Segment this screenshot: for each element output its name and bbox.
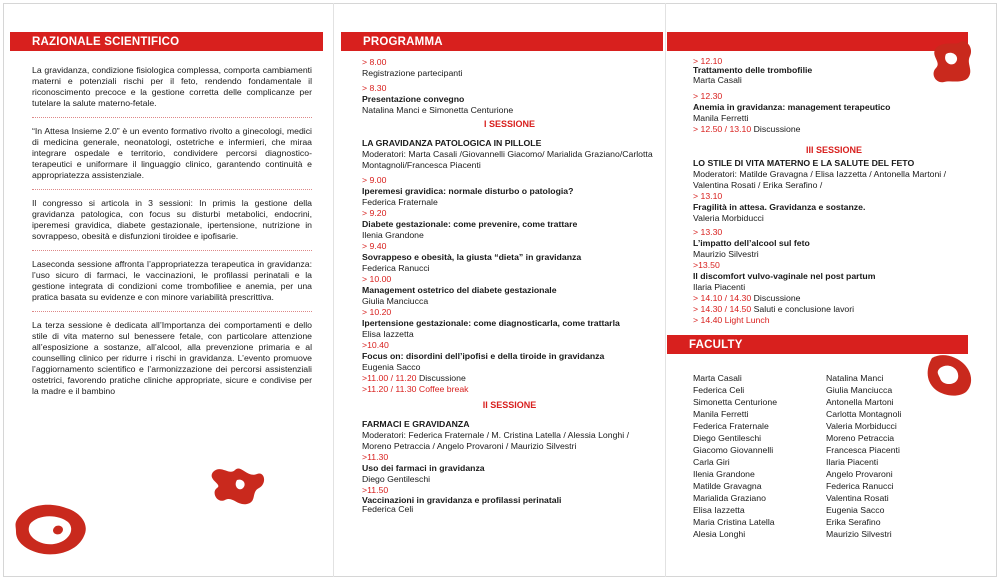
session-label: II SESSIONE [482, 400, 537, 410]
time-label: >11.50 [362, 485, 389, 495]
faculty-name: Federica Ranucci [826, 481, 894, 491]
session-label: III SESSIONE [805, 145, 863, 155]
time-label: > 10.00 [362, 274, 392, 284]
razionale-column [32, 65, 312, 397]
faculty-name: Natalina Manci [826, 373, 884, 383]
event-title: Vaccinazioni in gravidanza e profilassi perinatali [362, 495, 562, 505]
event-title: Il discomfort vulvo-vaginale nel post partum [693, 271, 876, 281]
session-item [693, 260, 975, 293]
time-label: > 12.10 [693, 56, 723, 66]
break-text: Discussione [418, 373, 466, 383]
event-title: L’impatto dell’alcool sul feto [693, 238, 810, 248]
session-title: LO STILE DI VITA MATERNO E LA SALUTE DEL FETO [693, 158, 915, 168]
session-moderators: Moderatori: Matilde Gravagna / Elisa Iazzetta / Antonella Martoni / Valentina Rosati / Erika Serafino / [693, 169, 947, 190]
event-speaker: Maurizio Silvestri [693, 249, 759, 259]
faculty-name: Giacomo Giovannelli [693, 445, 774, 455]
time-label: > 8.00 [362, 57, 387, 67]
faculty-name: Francesca Piacenti [826, 445, 900, 455]
session-item [362, 485, 657, 513]
faculty-name: Angelo Provaroni [826, 469, 893, 479]
event-speaker: Natalina Manci e Simonetta Centurione [362, 105, 514, 115]
session-moderators: Moderatori: Marta Casali /Giovannelli Giacomo/ Marialida Graziano/Carlotta Montagnoli/Francesca Piacenti [362, 149, 653, 170]
separator [32, 250, 312, 251]
razionale-paragraph-3: Il congresso si articola in 3 sessioni: In primis la gestione della gravidanza patologica, con focus su disturbi metabolici, endocrini, iperemesi gravidica, diabete gestazionale, ipertensione, nutrizione in sovrappeso, obesità e disfunzioni tiroidee e ipofisarie. [32, 198, 312, 241]
razionale-paragraph-2: “In Attesa Insieme 2.0” è un evento formativo rivolto a ginecologi, medici di medicina generale, neonatologi, ostetriche e infermieri, che miraa integrare ospedale e territorio, condividere percorsi diagnostico-terapeutici e uniformare il linguaggio clinico, garantendo continuità e appropriatezza assistenziale. [32, 126, 312, 180]
session-title: FARMACI E GRAVIDANZA [362, 419, 470, 429]
coffee-break: >11.20 / 11.30 Coffee break [362, 384, 469, 394]
event-speaker: Federica Ranucci [362, 263, 430, 273]
closing-text: Saluti e conclusione lavori [753, 304, 855, 314]
event-speaker: Marta Casali [693, 75, 742, 85]
faculty-name: Federica Celi [693, 385, 745, 395]
break-item [362, 373, 657, 384]
time-label: > 10.20 [362, 307, 392, 317]
session-item [362, 175, 657, 208]
faculty-name: Valeria Morbiducci [826, 421, 897, 431]
razionale-paragraph-5: La terza sessione è dedicata all’Importanza dei comportamenti e dello stile di vita materno sul benessere fetale, con particolare attenzione all’esposizione a sostanze, all’alcool, alla prevenzione primaria e al counselling clinico per ridurre i rischi in gravidanza. L’evento promuove l’aggiornamento scientifico e l’armonizzazione dei percorsi assistenziali ostetrici, favorendo pratiche cliniche appropriate, sicure e condivise per la madre e il bambino [32, 320, 312, 396]
event-title: Sovrappeso e obesità, la giusta “dieta” in gravidanza [362, 252, 582, 262]
time-label: > 13.10 [693, 191, 723, 201]
event-speaker: Federica Fraternale [362, 197, 438, 207]
faculty-name: Alesia Longhi [693, 529, 746, 539]
time-label: > 12.30 [693, 91, 723, 101]
time-label: >11.00 / 11.20 [362, 373, 417, 383]
time-label: > 9.20 [362, 208, 387, 218]
faculty-name: Eugenia Sacco [826, 505, 885, 515]
event-title: Uso dei farmaci in gravidanza [362, 463, 485, 473]
event-title: Focus on: disordini dell’ipofisi e della tiroide in gravidanza [362, 351, 605, 361]
faculty-name: Marta Casali [693, 373, 742, 383]
time-label: >11.30 [362, 452, 389, 462]
razionale-paragraph-4: Laseconda sessione affronta l’appropriatezza terapeutica in gravidanza: l’uso sicuro di farmaci, le vaccinazioni, le profilassi perinatali e la gestione integrata di condizioni come trombofiliee e anemia, per una pratica basata su evidenze e con minore variabilità prescrittiva. [32, 259, 312, 302]
closing-item [693, 304, 975, 315]
fold-line-1 [333, 3, 334, 577]
session-item [362, 274, 657, 307]
session-item [362, 208, 657, 241]
razionale-heading-bar [10, 32, 323, 51]
separator [32, 311, 312, 312]
event-title: Diabete gestazionale: come prevenire, come trattare [362, 219, 578, 229]
session-item [362, 340, 657, 373]
event-title: Trattamento delle trombofilie [693, 65, 813, 75]
faculty-name: Ilaria Piacenti [826, 457, 879, 467]
event-title: Management ostetrico del diabete gestazionale [362, 285, 557, 295]
session-title: LA GRAVIDANZA PATOLOGICA IN PILLOLE [362, 138, 542, 148]
session-item [693, 191, 975, 224]
red-brush-decoration [207, 462, 273, 510]
faculty-name: Manila Ferretti [693, 409, 749, 419]
event-speaker: Valeria Morbiducci [693, 213, 764, 223]
event-title: Presentazione convegno [362, 94, 465, 104]
faculty-heading: FACULTY [689, 338, 743, 351]
faculty-name: Erika Serafino [826, 517, 881, 527]
session-item [693, 91, 975, 124]
faculty-name: Carla Giri [693, 457, 730, 467]
light-lunch: > 14.40 Light Lunch [693, 315, 770, 325]
faculty-name: Diego Gentileschi [693, 433, 762, 443]
faculty-name: Maurizio Silvestri [826, 529, 892, 539]
time-label: > 12.50 / 13.10 [693, 124, 752, 134]
event-title: Iperemesi gravidica: normale disturbo o patologia? [362, 186, 574, 196]
session-item [362, 452, 657, 485]
faculty-name: Carlotta Montagnoli [826, 409, 902, 419]
faculty-name: Maria Cristina Latella [693, 517, 775, 527]
event-title: Anemia in gravidanza: management terapeutico [693, 102, 891, 112]
programma-heading: PROGRAMMA [363, 35, 443, 48]
session-item [362, 241, 657, 274]
event-speaker: Ilenia Grandone [362, 230, 424, 240]
faculty-name: Marialida Graziano [693, 493, 766, 503]
faculty-list-left [693, 372, 823, 540]
programma-continued-bar [667, 32, 968, 51]
time-label: > 9.00 [362, 175, 387, 185]
session-item [362, 307, 657, 340]
event-speaker: Manila Ferretti [693, 113, 749, 123]
time-label: > 14.10 / 14.30 [693, 293, 752, 303]
red-brush-decoration [922, 352, 978, 400]
time-label: >13.50 [693, 260, 720, 270]
closing-text: Discussione [753, 293, 801, 303]
faculty-name: Antonella Martoni [826, 397, 894, 407]
session-item [693, 227, 975, 260]
programma-continued-column [693, 57, 975, 326]
razionale-heading: RAZIONALE SCIENTIFICO [32, 35, 180, 48]
faculty-name: Giulia Manciucca [826, 385, 893, 395]
event-speaker: Eugenia Sacco [362, 362, 421, 372]
event-speaker: Ilaria Piacenti [693, 282, 746, 292]
event-speaker: Federica Celi [362, 504, 414, 514]
break-text: Discussione [753, 124, 801, 134]
time-label: > 13.30 [693, 227, 723, 237]
time-label: > 8.30 [362, 83, 387, 93]
time-label: > 9.40 [362, 241, 387, 251]
separator [32, 189, 312, 190]
fold-line-2 [665, 3, 666, 577]
break-item [693, 124, 975, 135]
event-speaker: Giulia Manciucca [362, 296, 429, 306]
session-moderators: Moderatori: Federica Fraternale / M. Cristina Latella / Alessia Longhi / Moreno Petraccia / Angelo Provaroni / Maurizio Silvestri [362, 430, 630, 451]
faculty-name: Matilde Gravagna [693, 481, 762, 491]
faculty-name: Elisa Iazzetta [693, 505, 745, 515]
time-label: >10.40 [362, 340, 389, 350]
session-label: I SESSIONE [483, 119, 536, 129]
programma-column [362, 57, 657, 513]
faculty-name: Ilenia Grandone [693, 469, 755, 479]
event-title: Ipertensione gestazionale: come diagnosticarla, come trattarla [362, 318, 620, 328]
event-text: Registrazione partecipanti [362, 68, 463, 78]
time-label: > 14.30 / 14.50 [693, 304, 752, 314]
faculty-name: Valentina Rosati [826, 493, 889, 503]
event-speaker: Diego Gentileschi [362, 474, 431, 484]
red-brush-decoration [928, 38, 978, 86]
red-brush-decoration [10, 498, 94, 560]
separator [32, 117, 312, 118]
event-speaker: Elisa Iazzetta [362, 329, 414, 339]
faculty-name: Federica Fraternale [693, 421, 769, 431]
faculty-name: Moreno Petraccia [826, 433, 895, 443]
programma-heading-bar [341, 32, 663, 51]
faculty-name: Simonetta Centurione [693, 397, 778, 407]
razionale-paragraph-1: La gravidanza, condizione fisiologica complessa, comporta cambiamenti materni e potenziali rischi per il feto, rendendo fondamentale il riconoscimento precoce e la gestione corretta delle complicanze per tutelare la salute materno-fetale. [32, 65, 312, 108]
event-title: Fragilità in attesa. Gravidanza e sostanze. [693, 202, 866, 212]
closing-item [693, 293, 975, 304]
